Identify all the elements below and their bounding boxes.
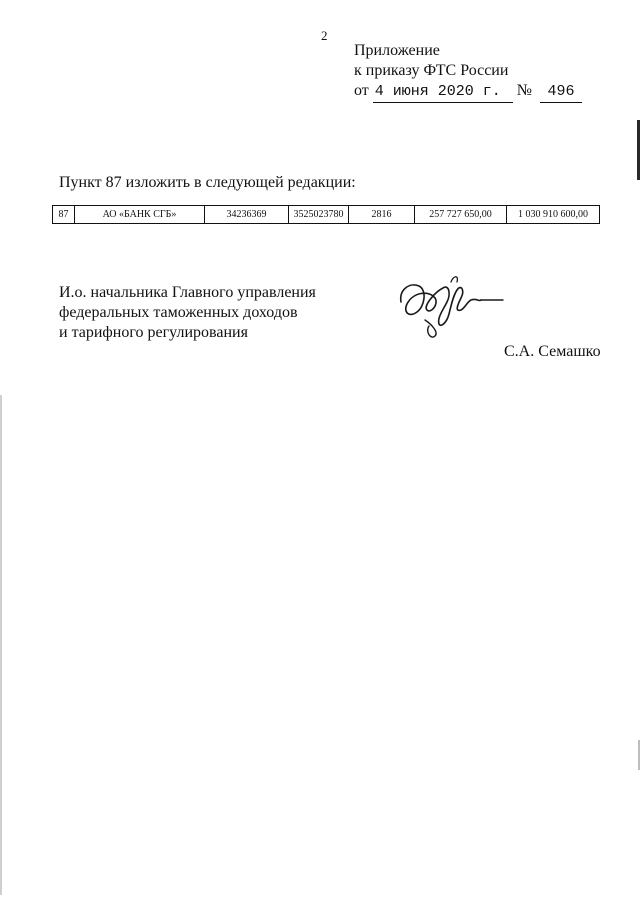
signer-name: С.А. Семашко (504, 343, 601, 360)
table-cell-amount-1: 257 727 650,00 (415, 206, 507, 224)
appendix-title: Приложение (354, 42, 440, 59)
appendix-order-reference: к приказу ФТС России (354, 62, 509, 79)
table-cell-item-number: 87 (53, 206, 75, 224)
table-row (53, 206, 600, 224)
number-prefix: № (516, 82, 533, 99)
signer-position-line-1: И.о. начальника Главного управления (59, 284, 316, 301)
table-cell-organization: АО «БАНК СГБ» (75, 206, 205, 224)
order-number: 496 (540, 82, 582, 103)
signer-position-line-3: и тарифного регулирования (59, 324, 248, 341)
table-cell-inn: 3525023780 (289, 206, 349, 224)
data-table (52, 205, 599, 224)
date-prefix: от (354, 82, 369, 99)
table-cell-amount-2: 1 030 910 600,00 (507, 206, 600, 224)
page-number: 2 (321, 28, 328, 43)
table-cell-license: 2816 (349, 206, 415, 224)
order-date: 4 июня 2020 г. (373, 82, 513, 103)
scan-edge-left (0, 395, 2, 895)
signer-position-line-2: федеральных таможенных доходов (59, 304, 298, 321)
appendix-header (354, 41, 582, 103)
handwritten-signature (395, 262, 510, 342)
instruction-text: Пункт 87 изложить в следующей редакции: (59, 174, 356, 191)
appendix-date-line (354, 81, 582, 103)
table-cell-code: 34236369 (205, 206, 289, 224)
signature-block (59, 283, 316, 343)
